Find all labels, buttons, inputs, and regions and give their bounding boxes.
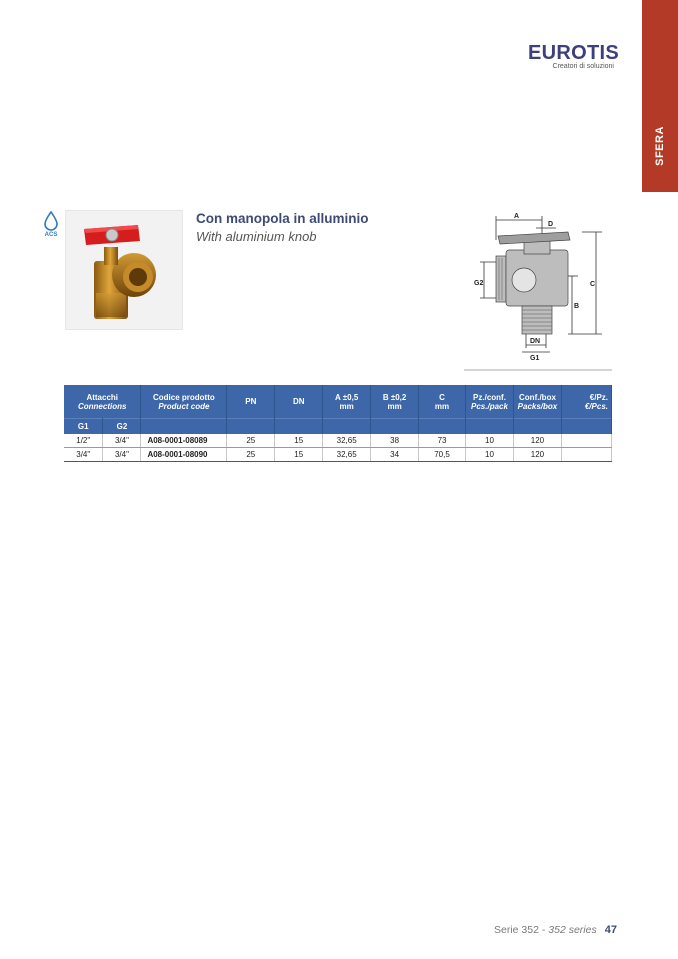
dim-label-a: A — [514, 213, 520, 220]
cell-code: A08-0001-08090 — [141, 448, 227, 462]
brand-tagline: Creatori di soluzioni — [552, 63, 614, 70]
technical-drawing — [464, 210, 612, 372]
brand-name: EUROTIS — [528, 42, 619, 64]
col-header-g1: G1 — [64, 419, 103, 435]
cell-price — [561, 448, 611, 462]
cell-pn: 25 — [227, 448, 275, 462]
dim-label-c: C — [590, 281, 596, 288]
dim-label-g2: G2 — [474, 280, 484, 287]
cell-pcs-pack: 10 — [466, 448, 514, 462]
cell-code: A08-0001-08089 — [141, 434, 227, 448]
acs-badge — [40, 211, 62, 238]
table-header-row — [64, 385, 612, 419]
cell-packs-box: 120 — [513, 434, 561, 448]
col-header-code: Codice prodotto Product code — [141, 385, 227, 419]
footer-series-en: 352 series — [548, 924, 597, 936]
cell-dn: 15 — [275, 448, 323, 462]
cell-g1: 1/2" — [64, 434, 103, 448]
cell-packs-box: 120 — [513, 448, 561, 462]
dim-label-b: B — [574, 303, 580, 310]
col-header-dn: DN — [275, 385, 323, 419]
table-row — [64, 448, 612, 462]
dim-label-d: D — [548, 221, 554, 228]
section-tab-label: SFERA — [654, 126, 666, 166]
water-drop-icon — [43, 211, 59, 231]
col-header-connections: Attacchi Connections — [64, 385, 141, 419]
col-header-packs-box: Conf./box Packs/box — [513, 385, 561, 419]
page-footer — [494, 924, 617, 936]
table-row — [64, 434, 612, 448]
cell-g1: 3/4" — [64, 448, 103, 462]
cell-c: 73 — [419, 434, 466, 448]
cell-b: 34 — [371, 448, 419, 462]
cell-dn: 15 — [275, 434, 323, 448]
cell-a: 32,65 — [323, 448, 371, 462]
cell-b: 38 — [371, 434, 419, 448]
page-number: 47 — [604, 924, 617, 936]
spec-table — [64, 385, 612, 462]
col-header-c: C mm — [419, 385, 466, 419]
col-header-price: €/Pz. €/Pcs. — [561, 385, 611, 419]
dim-label-dn: DN — [530, 338, 541, 345]
diagram-divider — [464, 369, 612, 371]
table-subheader-row — [64, 419, 612, 435]
col-header-g2: G2 — [103, 419, 141, 435]
cell-pcs-pack: 10 — [466, 434, 514, 448]
cell-price — [561, 434, 611, 448]
col-header-pcs-pack: Pz./conf. Pcs./pack — [466, 385, 514, 419]
valve-image — [66, 211, 182, 329]
product-photo — [65, 210, 183, 330]
cell-c: 70,5 — [419, 448, 466, 462]
brand-logo — [528, 42, 619, 70]
section-tab — [642, 0, 678, 192]
cell-g2: 3/4" — [103, 448, 141, 462]
product-title: Con manopola in alluminio — [196, 211, 369, 226]
footer-series: Serie 352 - — [494, 924, 549, 936]
dim-label-g1: G1 — [530, 355, 540, 362]
col-header-b: B ±0,2 mm — [371, 385, 419, 419]
product-subtitle: With aluminium knob — [196, 229, 317, 244]
cell-g2: 3/4" — [103, 434, 141, 448]
col-header-a: A ±0,5 mm — [323, 385, 371, 419]
col-header-pn: PN — [227, 385, 275, 419]
cell-pn: 25 — [227, 434, 275, 448]
acs-label: ACS — [44, 232, 58, 238]
cell-a: 32,65 — [323, 434, 371, 448]
